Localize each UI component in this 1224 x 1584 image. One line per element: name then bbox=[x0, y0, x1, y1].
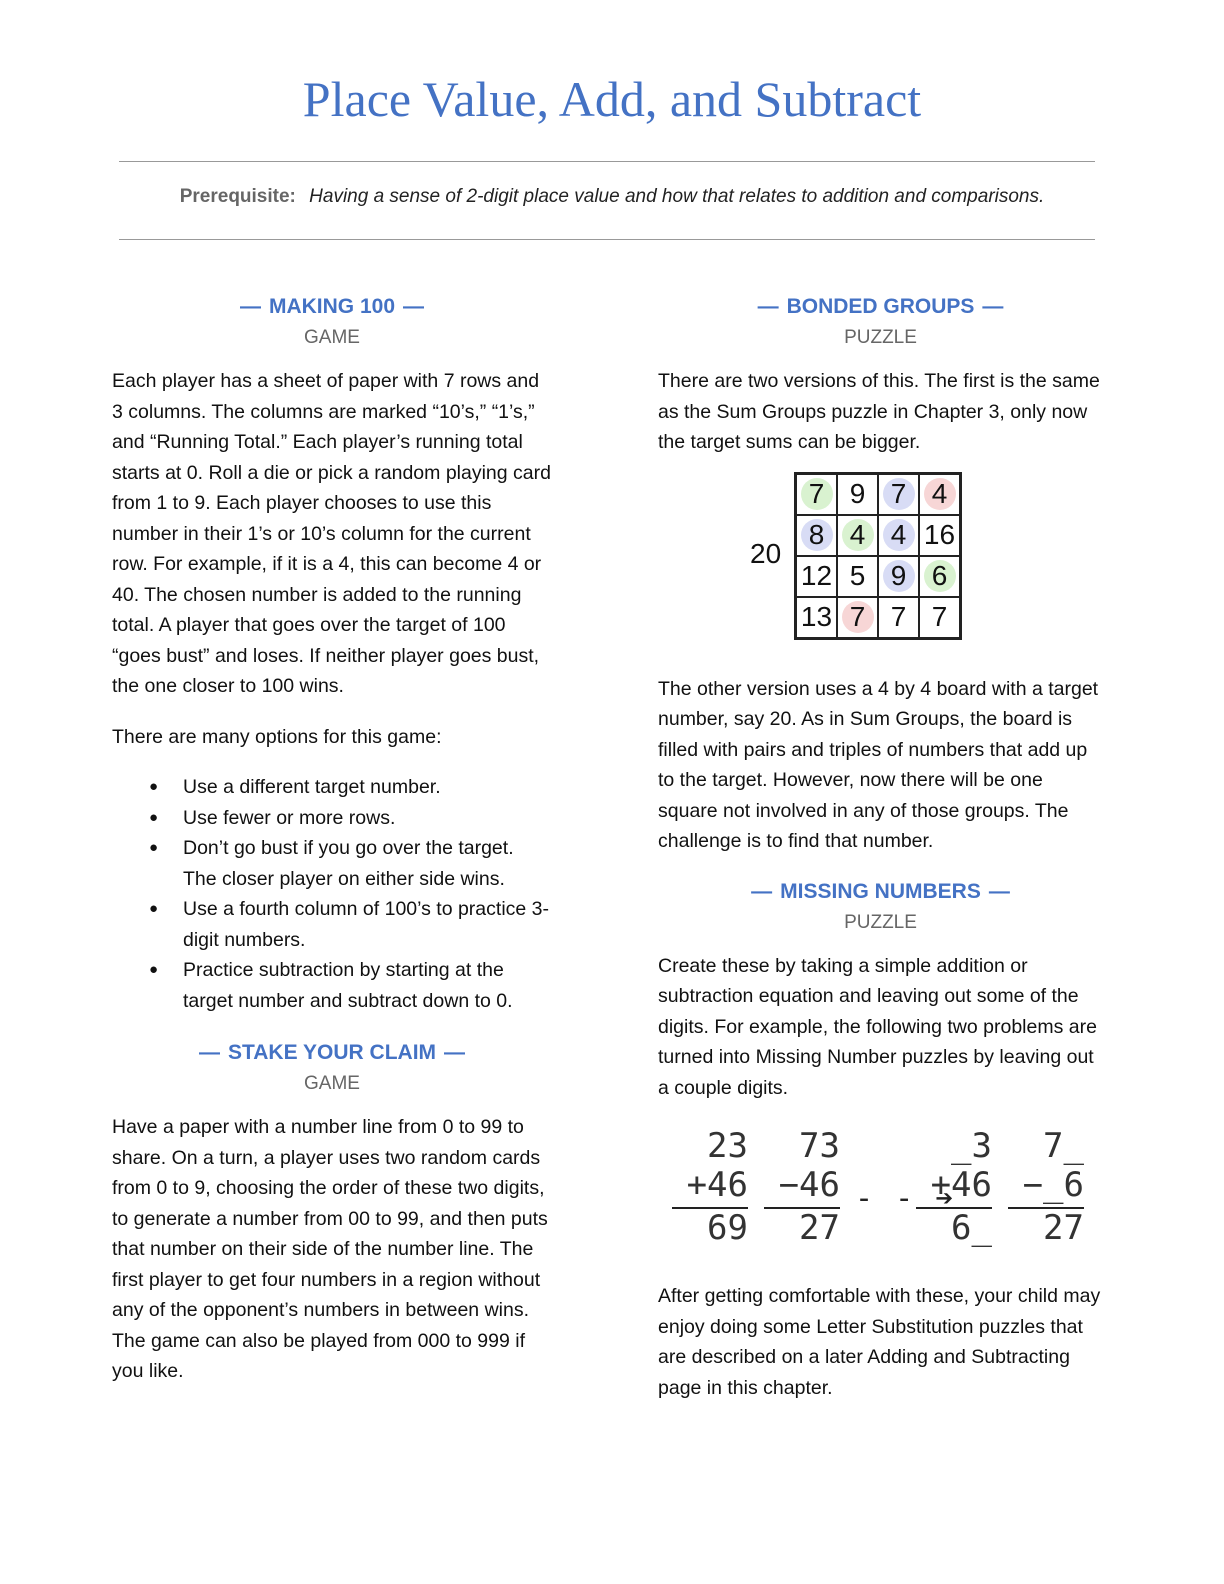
grid-cell-value: 7 bbox=[890, 601, 907, 632]
problem-top: 73 bbox=[799, 1126, 840, 1166]
grid-cell-value: 7 bbox=[842, 601, 874, 633]
heading-dash: — bbox=[988, 879, 1010, 903]
making-100-options-intro: There are many options for this game: bbox=[112, 725, 442, 748]
heading-dash: — bbox=[444, 1041, 466, 1064]
grid-cell-value: 7 bbox=[883, 478, 915, 510]
grid-cell-value: 9 bbox=[849, 478, 866, 509]
heading-text: BONDED GROUPS bbox=[786, 295, 975, 318]
left-column bbox=[112, 292, 552, 1407]
grid-cell bbox=[796, 597, 837, 638]
grid-cell bbox=[919, 597, 960, 638]
section-heading-bonded-groups bbox=[658, 292, 1103, 322]
problem-result: 69 bbox=[672, 1207, 748, 1248]
grid-cell bbox=[919, 556, 960, 597]
heading-dash: — bbox=[751, 879, 773, 903]
problem-operand: +46 bbox=[686, 1165, 748, 1205]
grid-cell bbox=[837, 474, 878, 515]
grid-cell bbox=[796, 515, 837, 556]
problem-top: 23 bbox=[707, 1126, 748, 1166]
grid-cell-value: 4 bbox=[883, 519, 915, 551]
problem-operand: −46 bbox=[778, 1165, 840, 1205]
problem-top: 7_ bbox=[1043, 1126, 1084, 1166]
problem-result: 27 bbox=[764, 1207, 840, 1248]
grid-cell-value: 7 bbox=[931, 601, 948, 632]
grid-cell-value: 6 bbox=[924, 560, 956, 592]
arithmetic-problem bbox=[672, 1127, 748, 1248]
grid-cell bbox=[878, 597, 919, 638]
problem-result: 27 bbox=[1008, 1207, 1084, 1248]
bonded-groups-description: The other version uses a 4 by 4 board with a target number, say 20. As in Sum Groups, the board is filled with pairs and triples of numbers that add up to the target. However, now there will be one square not involved in any of those groups. The challenge is to find that number. bbox=[658, 677, 1099, 852]
missing-numbers-followup: After getting comfortable with these, your child may enjoy doing some Letter Substitution puzzles that are described on a later Adding and Subtracting page in this chapter. bbox=[658, 1285, 1101, 1399]
heading-dash: — bbox=[757, 295, 779, 318]
problem-operand: +46 bbox=[930, 1165, 992, 1205]
section-heading-missing-numbers bbox=[658, 877, 1103, 907]
section-type: GAME bbox=[304, 1073, 360, 1094]
grid-cell-value: 5 bbox=[849, 560, 866, 591]
stake-your-claim-description: Have a paper with a number line from 0 to 99 to share. On a turn, a player uses two random cards from 0 to 9, choosing the order of these two digits, to generate a number from 00 to 99, and then puts that number on their side of the number line. The first player to get four numbers in a region without any of the opponent’s numbers in between wins. The game can also be played from 000 to 999 if you like. bbox=[112, 1116, 548, 1382]
grid-cell bbox=[919, 474, 960, 515]
section-type: GAME bbox=[304, 327, 360, 348]
section-type: PUZZLE bbox=[844, 327, 917, 348]
page-title: Place Value, Add, and Subtract bbox=[302, 71, 922, 127]
heading-text: MAKING 100 bbox=[268, 295, 396, 318]
heading-dash: — bbox=[198, 1041, 220, 1064]
making-100-description: Each player has a sheet of paper with 7 rows and 3 columns. The columns are marked “10’s,” “1’s,” and “Running Total.” Each player’s running total starts at 0. Roll a die or pick a random playing card from 1 to 9. Each player chooses to use this number in their 1’s or 10’s column for the current row. For example, if it is a 4, this can become 4 or 40. The chosen number is added to the running total. A player that goes over the target of 100 “goes bust” and loses. If neither player goes bust, the one closer to 100 wins. bbox=[112, 370, 551, 697]
grid-cell bbox=[837, 597, 878, 638]
arithmetic-problem bbox=[1008, 1127, 1084, 1248]
options-list bbox=[112, 772, 552, 1016]
heading-dash: — bbox=[239, 295, 261, 318]
arithmetic-problem bbox=[916, 1127, 992, 1248]
prerequisite-label: Prerequisite: bbox=[179, 186, 296, 207]
arithmetic-problem bbox=[764, 1127, 840, 1248]
grid-cell-value: 13 bbox=[800, 601, 833, 632]
section-type: PUZZLE bbox=[844, 911, 917, 933]
grid-cell bbox=[878, 556, 919, 597]
bonded-groups-figure bbox=[658, 472, 1103, 674]
list-item: ● Use a different target number. bbox=[183, 772, 552, 803]
grid-cell bbox=[837, 556, 878, 597]
missing-numbers-examples bbox=[658, 1121, 1103, 1281]
grid-cell-value: 7 bbox=[801, 478, 833, 510]
grid-cell bbox=[796, 474, 837, 515]
problem-result: 6_ bbox=[916, 1207, 992, 1248]
top-divider bbox=[119, 161, 1095, 162]
section-heading-making-100 bbox=[112, 292, 552, 322]
missing-numbers-intro: Create these by taking a simple addition or subtraction equation and leaving out some of the digits. For example, the following two problems are turned into Missing Number puzzles by leaving out a couple digits. bbox=[658, 954, 1097, 1099]
section-heading-stake-your-claim bbox=[112, 1038, 552, 1068]
grid-cell bbox=[919, 515, 960, 556]
heading-text: STAKE YOUR CLAIM bbox=[227, 1041, 437, 1064]
heading-dash: — bbox=[982, 295, 1004, 318]
number-grid bbox=[794, 472, 962, 640]
heading-text: MISSING NUMBERS bbox=[780, 879, 981, 903]
grid-cell bbox=[837, 515, 878, 556]
list-item: ● Practice subtraction by starting at the target number and subtract down to 0. bbox=[183, 955, 552, 1016]
list-item: ● Use a fourth column of 100’s to practice 3-digit numbers. bbox=[183, 894, 552, 955]
heading-dash: — bbox=[403, 295, 425, 318]
grid-cell bbox=[796, 556, 837, 597]
grid-cell-value: 9 bbox=[883, 560, 915, 592]
grid-cell-value: 8 bbox=[801, 519, 833, 551]
problem-top: _3 bbox=[951, 1126, 992, 1166]
prerequisite-text: Having a sense of 2-digit place value and how that relates to addition and comparisons. bbox=[309, 186, 1045, 207]
grid-cell-value: 4 bbox=[842, 519, 874, 551]
right-column bbox=[658, 292, 1103, 1423]
list-item: ● Use fewer or more rows. bbox=[183, 803, 552, 834]
grid-cell-value: 4 bbox=[924, 478, 956, 510]
grid-target-number: 20 bbox=[750, 537, 782, 569]
grid-cell-value: 16 bbox=[923, 519, 956, 550]
bottom-divider bbox=[119, 239, 1095, 240]
grid-cell bbox=[878, 474, 919, 515]
problem-operand: −_6 bbox=[1022, 1165, 1084, 1205]
grid-cell bbox=[878, 515, 919, 556]
list-item: ● Don’t go bust if you go over the target. The closer player on either side wins. bbox=[183, 833, 552, 894]
grid-cell-value: 12 bbox=[800, 560, 833, 591]
bonded-groups-intro: There are two versions of this. The first is the same as the Sum Groups puzzle in Chapter 3, only now the target sums can be bigger. bbox=[658, 370, 1100, 453]
prerequisite-line bbox=[0, 186, 1224, 208]
dashed-arrow-icon: - - ➔ bbox=[855, 1181, 956, 1216]
